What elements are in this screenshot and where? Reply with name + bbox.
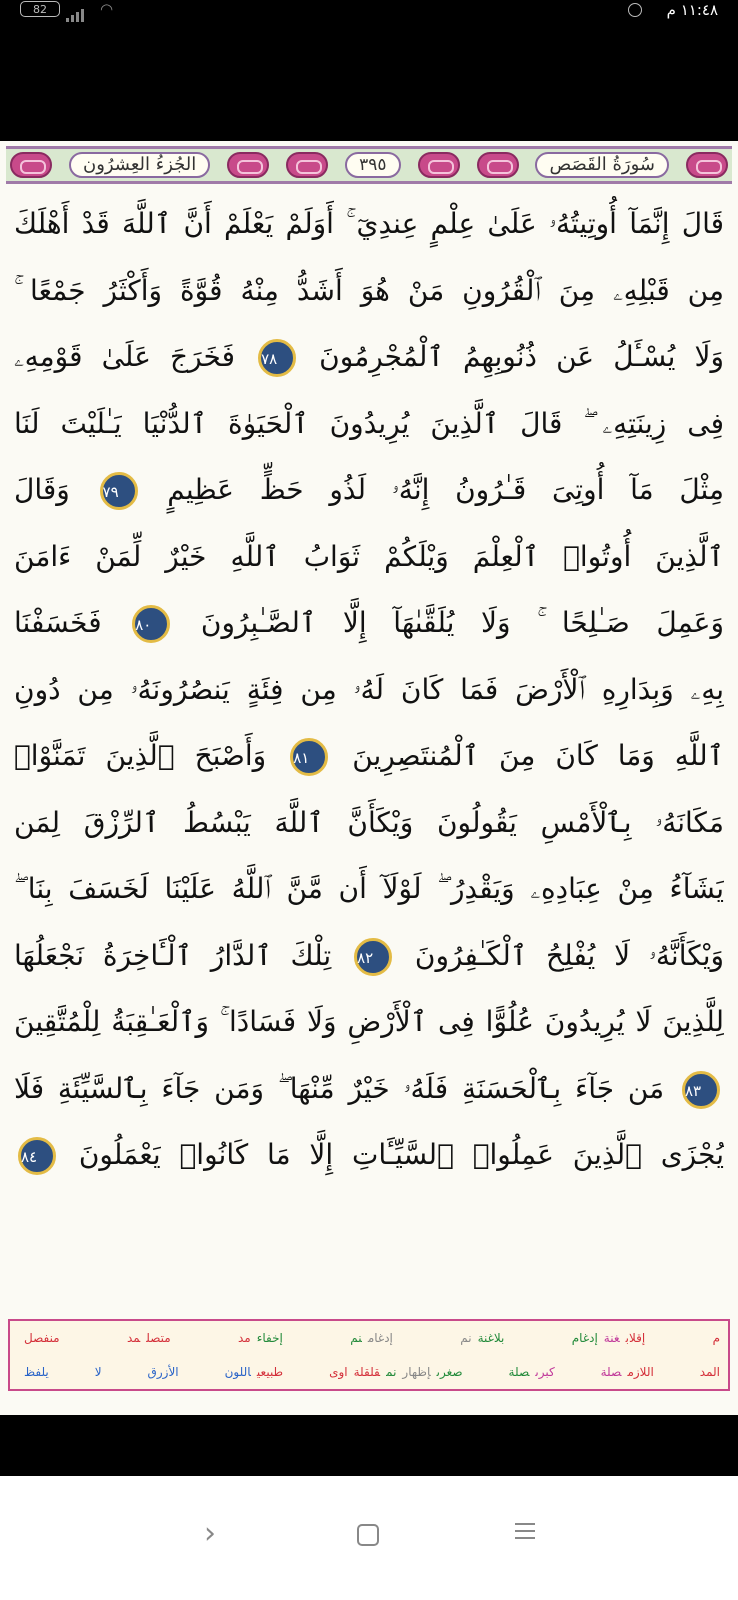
verse-line xyxy=(14,790,724,857)
legend-item: نم إخفاء xyxy=(256,1331,362,1345)
ornament-icon xyxy=(418,152,460,178)
verse-text: مِن قَبْلِهِۦ مِنَ ٱلْقُرُونِ مَنْ هُوَ أَشَدُّ مِنْهُ قُوَّةً وَأَكْثَرُ جَمْعًا ۚ xyxy=(14,273,724,307)
verse-text: مَن جَآءَ بِٱلْحَسَنَةِ فَلَهُۥ خَيْرٌ مِّنْهَا ۖ وَمَن جَآءَ بِٱلسَّيِّئَةِ فَلَا xyxy=(14,1071,665,1105)
ornament-icon xyxy=(477,152,519,178)
verse-text: تِلْكَ ٱلدَّارُ ٱلْـَٔاخِرَةُ نَجْعَلُهَا xyxy=(14,938,332,972)
verse-text: يُجْزَى ٱلَّذِينَ عَمِلُوا۟ ٱلسَّيِّـَٔاتِ إِلَّا مَا كَانُوا۟ يَعْمَلُونَ xyxy=(78,1138,724,1171)
verse-text: مِثْلَ مَآ أُوتِىَ قَـٰرُونُ إِنَّهُۥ لَذُو حَظٍّ عَظِيمٍ xyxy=(167,473,724,506)
verse-text: لِلَّذِينَ لَا يُرِيدُونَ عُلُوًّا فِى ٱلْأَرْضِ وَلَا فَسَادًا ۚ وَٱلْعَـٰقِبَةُ لِلْمُتَّقِينَ xyxy=(14,1005,724,1038)
verse-line xyxy=(14,590,724,657)
verse-text: وَيْكَأَنَّهُۥ لَا يُفْلِحُ ٱلْكَـٰفِرُونَ xyxy=(414,938,724,972)
wifi-icon: ◠ xyxy=(100,0,114,18)
status-time: ١١:٤٨ م xyxy=(666,1,718,19)
verse-text: وَعَمِلَ صَـٰلِحًا ۚ وَلَا يُلَقَّىٰهَآ إِلَّا ٱلصَّـٰبِرُونَ xyxy=(200,606,724,639)
ayah-number-marker[interactable]: ٨٤ xyxy=(18,1137,56,1175)
verse-line xyxy=(14,989,724,1056)
verse-text: وَلَا يُسْـَٔلُ عَن ذُنُوبِهِمُ ٱلْمُجْرِمُونَ xyxy=(319,340,724,373)
verse-line xyxy=(14,723,724,790)
verse-text: مَكَانَهُۥ بِٱلْأَمْسِ يَقُولُونَ وَيْكَأَنَّ ٱللَّهَ يَبْسُطُ ٱلرِّزْقَ لِمَن xyxy=(14,805,724,839)
legend-item: قلقلة xyxy=(353,1365,381,1379)
legend-item: المد اللازم xyxy=(627,1365,721,1379)
legend-item: نم إدغام xyxy=(367,1331,472,1345)
verse-text: ٱللَّهِ وَمَا كَانَ مِنَ ٱلْمُنتَصِرِينَ xyxy=(352,739,724,772)
ornament-icon xyxy=(686,152,728,178)
verse-text: قَالَ إِنَّمَآ أُوتِيتُهُۥ عَلَىٰ عِلْمٍ عِندِيٓ ۚ أَوَلَمْ يَعْلَمْ أَنَّ ٱللَّهَ قَدْ أَهْلَكَ xyxy=(14,207,724,240)
battery-icon: 82 xyxy=(20,1,60,17)
ornament-icon xyxy=(286,152,328,178)
tajweed-legend xyxy=(8,1319,730,1391)
legend-item: إدغام بلاغنة xyxy=(477,1331,598,1345)
verse-text: يَشَآءُ مِنْ عِبَادِهِۦ وَيَقْدِرُ ۖ لَوْلَآ أَن مَّنَّ ٱللَّهُ عَلَيْنَا لَخَسَفَ بِنَا ۖ xyxy=(14,872,724,905)
verse-text: بِهِۦ وَبِدَارِهِ ٱلْأَرْضَ فَمَا كَانَ لَهُۥ مِن فِئَةٍ يَنصُرُونَهُۥ مِن دُونِ xyxy=(14,672,724,706)
verse-line xyxy=(14,856,724,923)
verse-line xyxy=(14,324,724,391)
legend-item: صلة كبرى xyxy=(535,1365,622,1379)
verse-text: فَخَسَفْنَا xyxy=(14,606,102,639)
legend-item: مد متصل xyxy=(146,1331,251,1345)
home-button[interactable] xyxy=(348,1514,388,1554)
verse-line xyxy=(14,657,724,724)
ornament-icon xyxy=(10,152,52,178)
legend-item: م إقلاب xyxy=(625,1331,720,1345)
legend-item: اللون الأزرق لا يلفظ xyxy=(24,1365,251,1379)
navigation-bar xyxy=(0,1476,738,1600)
quran-text xyxy=(14,191,724,1189)
juz-title: الجُزءُ العِشرُون xyxy=(69,152,210,178)
verse-line xyxy=(14,1122,724,1189)
ayah-number-marker[interactable]: ٧٩ xyxy=(100,472,138,510)
ornament-icon xyxy=(227,152,269,178)
verse-text: فِى زِينَتِهِۦ ۖ قَالَ ٱلَّذِينَ يُرِيدُونَ ٱلْحَيَوٰةَ ٱلدُّنْيَا يَـٰلَيْتَ لَنَا xyxy=(14,406,724,440)
ayah-number-marker[interactable]: ٨٣ xyxy=(682,1071,720,1109)
verse-line xyxy=(14,191,724,258)
status-bar xyxy=(0,0,738,22)
legend-item: اوى طبيعي xyxy=(256,1365,348,1379)
legend-item: نم xyxy=(386,1365,397,1379)
surah-title: سُورَةُ القَصَص xyxy=(535,152,668,178)
verse-line xyxy=(14,457,724,524)
signal-icon xyxy=(66,4,86,22)
square-icon xyxy=(357,1524,379,1546)
verse-line xyxy=(14,923,724,990)
verse-line xyxy=(14,258,724,325)
legend-item: مد منفصل xyxy=(24,1331,141,1345)
alarm-icon xyxy=(628,3,642,17)
verse-text: فَخَرَجَ عَلَىٰ قَوْمِهِۦ xyxy=(14,340,235,373)
verse-text: وَأَصْبَحَ ٱلَّذِينَ تَمَنَّوْا۟ xyxy=(14,739,267,772)
page-header xyxy=(6,146,732,184)
ayah-number-marker[interactable]: ٨٢ xyxy=(354,938,392,976)
ayah-number-marker[interactable]: ٧٨ xyxy=(258,339,296,377)
mushaf-page[interactable] xyxy=(0,141,738,1415)
page-number: ٣٩٥ xyxy=(345,152,400,178)
verse-line xyxy=(14,524,724,591)
verse-line xyxy=(14,1056,724,1123)
legend-item: إظهار xyxy=(402,1365,431,1379)
legend-row xyxy=(10,1355,728,1389)
legend-item: صلة صغرى xyxy=(436,1365,530,1379)
menu-lines-icon[interactable] xyxy=(505,1514,545,1554)
legend-item: غنة xyxy=(603,1331,620,1345)
ayah-number-marker[interactable]: ٨٠ xyxy=(132,605,170,643)
verse-text: ٱلَّذِينَ أُوتُوا۟ ٱلْعِلْمَ وَيْلَكُمْ ثَوَابُ ٱللَّهِ خَيْرٌ لِّمَنْ ءَامَنَ xyxy=(14,539,724,573)
verse-text: وَقَالَ xyxy=(14,473,70,506)
verse-line xyxy=(14,391,724,458)
ayah-number-marker[interactable]: ٨١ xyxy=(290,738,328,776)
legend-row xyxy=(10,1321,728,1355)
chevron-right-icon[interactable]: › xyxy=(204,1516,216,1551)
